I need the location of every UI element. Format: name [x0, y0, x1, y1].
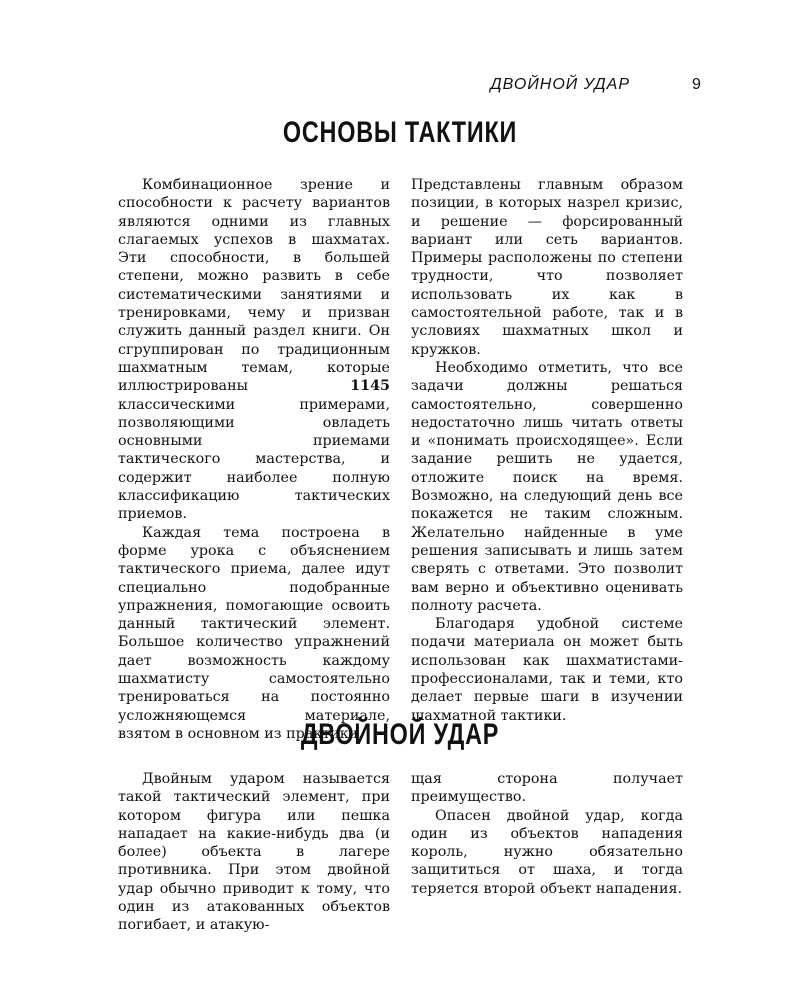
section-heading-tactics-basics: ОСНОВЫ ТАКТИКИ	[282, 116, 518, 149]
paragraph	[118, 176, 390, 524]
section2-left-column	[118, 770, 390, 935]
paragraph: Опасен двойной удар, когда один из объектов нападения король, нужно обязательно защититься от шаха, и тогда теряется второй объект нападения.	[411, 807, 683, 897]
section1-right-column	[411, 176, 683, 725]
section2-right-column	[411, 770, 683, 898]
page-number: 9	[692, 76, 701, 93]
running-head	[0, 76, 800, 98]
paragraph: Двойным ударом называется такой тактический элемент, при котором фигура или пешка нападает на какие-нибудь два (и более) объекта в лагере противника. При этом двойной удар обычно приводит к тому, что один из атакованных объектов погибает, и атакую-	[118, 771, 390, 934]
paragraph-text: Комбинационное зрение и способности к расчету вариантов являются одними из главных слагаемых успехов в шахматах. Эти способности, в большей степени, можно развить в себе систематическими занятиями и тренировками, чему и призван служить данный раздел книги. Он сгруппирован по традиционным шахматным темам, которые иллюстрированы	[118, 177, 390, 395]
section1-left-column	[118, 176, 390, 743]
paragraph: Благодаря удобной системе подачи материала он может быть использован как шахматистами-профессионалами, так и теми, кто делает первые шаги в изучении шахматной тактики.	[411, 616, 683, 724]
paragraph-text: классическими примерами, позволяющими овладеть основными приемами тактического мастерства, и содержит наиболее полную классификацию тактических приемов.	[118, 396, 390, 523]
paragraph: щая сторона получает преимущество.	[411, 771, 683, 806]
running-title: ДВОЙНОЙ УДАР	[490, 76, 630, 93]
examples-count: 1145	[350, 378, 390, 395]
paragraph: Необходимо отметить, что все задачи должны решаться самостоятельно, совершенно недостаточно лишь читать ответы и «понимать происходящее». Если задание решить не удается, отложите поиск на время. Возможно, на следующий день все покажется не таким сложным. Желательно найденные в уме решения записывать и лишь затем сверять с ответами. Это позволит вам верно и объективно оценивать полноту расчета.	[411, 359, 683, 614]
paragraph: Каждая тема построена в форме урока с объяснением тактического приема, далее идут специально подобранные упражнения, помогающие освоить данный тактический элемент. Большое количество упражнений дает возможность каждому шахматисту самостоятельно тренироваться на постоянно усложняющемся материале, взятом в основном из практики.	[118, 524, 390, 742]
paragraph: Представлены главным образом позиции, в которых назрел кризис, и решение — форсированный вариант или сеть вариантов. Примеры расположены по степени трудности, что позволяет использовать их как в самостоятельной работе, так и в условиях шахматных школ и кружков.	[411, 177, 683, 358]
section-heading-double-attack: ДВОЙНОЙ УДАР	[300, 718, 500, 751]
